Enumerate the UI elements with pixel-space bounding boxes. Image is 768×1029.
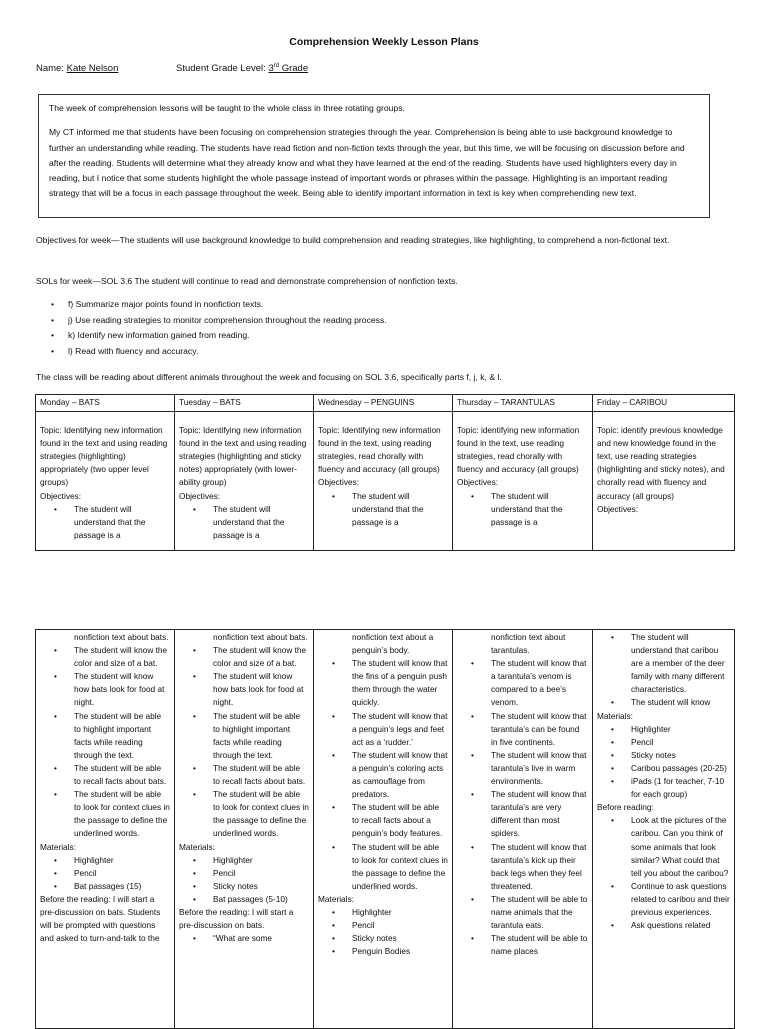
- bullet-item: • The student will be able to recall facts about bats.: [74, 762, 170, 788]
- day-cell-wednesday: [314, 412, 453, 551]
- intro-paragraph-1: The week of comprehension lessons will be taught to the whole class in three rotating groups.: [49, 103, 405, 113]
- day-header-friday: Friday – CARIBOU: [593, 395, 735, 412]
- objective-item: • The student will understand that the passage is a: [352, 490, 448, 529]
- bullet-item: • The student will know the color and size of a bat.: [74, 644, 170, 670]
- bullet-item: • Sticky notes: [631, 749, 730, 762]
- bullet-item: • Pencil: [74, 867, 170, 880]
- objectives-for-week: Objectives for week—The students will use background knowledge to build comprehension and reading strategies, like highlighting, to comprehend a non-fictional text.: [36, 235, 670, 245]
- bullet-item: • Penguin Bodies: [352, 945, 448, 958]
- bullet-item: • Bat passages (5-10): [213, 893, 309, 906]
- bullet-item: • The student will be able to name animals that the tarantula eats.: [491, 893, 588, 932]
- bullet-item: • The student will know that a penguin’s legs and feet act as a ‘rudder.’: [352, 710, 448, 749]
- bullet-item: • Highlighter: [74, 854, 170, 867]
- day-continued-list: [318, 631, 448, 958]
- bullet-item: • The student will know that tarantula’s can be found in five continents.: [491, 710, 588, 749]
- objective-item: • The student will understand that the passage is a: [491, 490, 588, 529]
- intro-paragraph-2: My CT informed me that students have been focusing on comprehension strategies through the year. Comprehension is being able to use background knowledge to further an understanding while reading. The students have read fiction and non-fiction texts through the year, but this time, we will be focusing on discussion before and after the reading. Students will determine what they already know and what they have learned at the end of the reading. Students have used highlighters every day in reading, but I notice that some students highlight the whole passage instead of important words or phrases within the passage. Highlighting is an important reading strategy that will be a focus in each passage throughout the week. Being able to identify important information in text is key when comprehending new text.: [49, 127, 685, 199]
- bullet-item: • Highlighter: [213, 854, 309, 867]
- grade-word: Grade: [281, 63, 309, 75]
- objectives-label: Objectives:: [457, 477, 499, 488]
- bullet-item: • The student will know that tarantula’s live in warm environments.: [491, 749, 588, 788]
- day-continued-monday: [36, 630, 175, 1029]
- section-label: Materials:: [40, 841, 76, 852]
- grade-number: 3: [268, 63, 274, 75]
- day-continued-thursday: [453, 630, 593, 1029]
- bullet-item: • The student will understand that caribou are a member of the deer family with many different characteristics.: [631, 631, 730, 696]
- bullet-item: • The student will be able to name places: [491, 932, 588, 958]
- day-header-monday: Monday – BATS: [36, 395, 175, 412]
- day-continued-list: [597, 631, 730, 932]
- continued-text: nonfiction text about tarantulas.: [491, 632, 566, 656]
- objectives-label: Objectives:: [318, 477, 360, 488]
- grade-label: Student Grade Level:: [176, 63, 266, 75]
- day-header-wednesday: Wednesday – PENGUINS: [314, 395, 453, 412]
- bullet-item: • Continue to ask questions related to caribou and their previous experiences.: [631, 880, 730, 919]
- section-label: Materials:: [318, 893, 354, 904]
- bullet-item: • The student will know that the fins of a penguin push them through the water quickly.: [352, 657, 448, 709]
- bullet-item: • Caribou passages (20-25): [631, 762, 730, 775]
- sol-list: [48, 297, 387, 359]
- document-title: Comprehension Weekly Lesson Plans: [289, 36, 479, 48]
- bullet-item: • Sticky notes: [352, 932, 448, 945]
- day-continued-list: [457, 631, 588, 958]
- bullet-item: • The student will know how bats look for food at night.: [74, 670, 170, 709]
- day-topic: Topic: identifying new information found in the text, use reading strategies, read chorally with fluency and accuracy (all groups): [457, 425, 580, 475]
- bullet-item: • The student will know that a tarantula’s venom is compared to a bee’s venom.: [491, 657, 588, 709]
- bullet-item: • Pencil: [213, 867, 309, 880]
- name-label: Name:: [36, 63, 64, 74]
- objectives-label: Objectives:: [40, 490, 82, 501]
- bullet-item: • Pencil: [352, 919, 448, 932]
- grade-suffix: rd: [273, 63, 280, 69]
- bullet-item: • The student will be able to look for context clues in the passage to define the underlined words.: [352, 841, 448, 893]
- lesson-plan-table-continued: [35, 629, 735, 1029]
- day-continued-list: [179, 631, 309, 945]
- bullet-item: • The student will be able to recall facts about bats.: [213, 762, 309, 788]
- bullet-item: • Highlighter: [352, 906, 448, 919]
- bullet-item: • The student will know: [631, 696, 730, 709]
- teacher-name: Kate Nelson: [66, 63, 119, 74]
- bullet-item: • The student will know that tarantula’s are very different than most spiders.: [491, 788, 588, 840]
- day-cell-thursday: [453, 412, 593, 551]
- bullet-item: • Ask questions related: [631, 919, 730, 932]
- bullet-item: • iPads (1 for teacher, 7-10 for each group): [631, 775, 730, 801]
- intro-box: [38, 94, 710, 218]
- bullet-item: • Pencil: [631, 736, 730, 749]
- objectives-label: Objectives:: [179, 490, 221, 501]
- bullet-item: • The student will know that tarantula’s kick up their back legs when they feel threatened.: [491, 841, 588, 893]
- grade-value: [268, 63, 308, 74]
- bullet-item: • Sticky notes: [213, 880, 309, 893]
- bullet-item: • Highlighter: [631, 723, 730, 736]
- day-topic: Topic: Identifying new information found in the text and using reading strategies (highlighting) appropriately (two upper level groups): [40, 425, 168, 488]
- bullet-item: • The student will know how bats look for food at night.: [213, 670, 309, 709]
- bullet-item: • The student will know the color and size of a bat.: [213, 644, 309, 670]
- section-label: Before reading:: [597, 802, 654, 813]
- section-label: Materials:: [179, 841, 215, 852]
- bullet-item: • Bat passages (15): [74, 880, 170, 893]
- sol-item: • k) Identify new information gained from reading.: [48, 328, 387, 344]
- sols-for-week: SOLs for week—SOL 3.6 The student will continue to read and demonstrate comprehension of nonfiction texts.: [36, 276, 458, 286]
- bullet-item: • The student will be able to highlight important facts while reading through the text.: [213, 710, 309, 762]
- day-cell-tuesday: [175, 412, 314, 551]
- bullet-item: • The student will be able to highlight important facts while reading through the text.: [74, 710, 170, 762]
- paragraph-text: Before the reading: I will start a pre-discussion on bats. Students will be prompted with questions and asked to turn-and-talk to the: [40, 893, 161, 944]
- bullet-item: • “What are some: [213, 932, 309, 945]
- day-cell-friday: [593, 412, 735, 551]
- bullet-item: • Look at the pictures of the caribou. Can you think of some animals that look similar? What could that tell you about the caribou?: [631, 814, 730, 879]
- continued-text: nonfiction text about bats.: [213, 632, 308, 642]
- objective-item: • The student will understand that the passage is a: [213, 503, 309, 542]
- bullet-item: • The student will be able to look for context clues in the passage to define the underlined words.: [74, 788, 170, 840]
- paragraph-text: Before the reading: I will start a pre-discussion on bats.: [179, 906, 294, 931]
- continued-text: nonfiction text about a penguin’s body.: [352, 632, 434, 656]
- section-label: Materials:: [597, 710, 633, 721]
- day-continued-wednesday: [314, 630, 453, 1029]
- day-cell-monday: [36, 412, 175, 551]
- objective-item: • The student will understand that the passage is a: [74, 503, 170, 542]
- day-topic: Topic: Identifying new information found in the text and using reading strategies (highlighting and sticky notes) appropriately (with lower-ability group): [179, 425, 307, 488]
- day-header-thursday: Thursday – TARANTULAS: [453, 395, 593, 412]
- day-continued-tuesday: [175, 630, 314, 1029]
- grade-level-line: [176, 63, 308, 74]
- sol-item: • f) Summarize major points found in nonfiction texts.: [48, 297, 387, 313]
- class-focus-line: The class will be reading about different animals throughout the week and focusing on SOL 3.6, specifically parts f, j, k, & l.: [36, 372, 502, 382]
- sol-item: • l) Read with fluency and accuracy.: [48, 344, 387, 360]
- continued-text: nonfiction text about bats.: [74, 632, 169, 642]
- bullet-item: • The student will be able to recall facts about a penguin’s body features.: [352, 801, 448, 840]
- day-continued-list: [40, 631, 170, 945]
- day-header-tuesday: Tuesday – BATS: [175, 395, 314, 412]
- teacher-name-line: [36, 63, 118, 74]
- day-topic: Topic: Identifying new information found in the text, using reading strategies, read chorally with fluency and accuracy (all groups): [318, 425, 441, 475]
- objectives-label: Objectives:: [597, 503, 639, 514]
- day-continued-friday: [593, 630, 735, 1029]
- bullet-item: • The student will be able to look for context clues in the passage to define the underlined words.: [213, 788, 309, 840]
- day-topic: Topic: identify previous knowledge and new knowledge found in the text, use reading strategies (highlighting and sticky notes), and chorally read with fluency and accuracy (all groups): [597, 425, 725, 501]
- sol-item: • j) Use reading strategies to monitor comprehension throughout the reading process.: [48, 313, 387, 329]
- bullet-item: • The student will know that a penguin’s coloring acts as camouflage from predators.: [352, 749, 448, 801]
- lesson-plan-table-top: [35, 394, 735, 551]
